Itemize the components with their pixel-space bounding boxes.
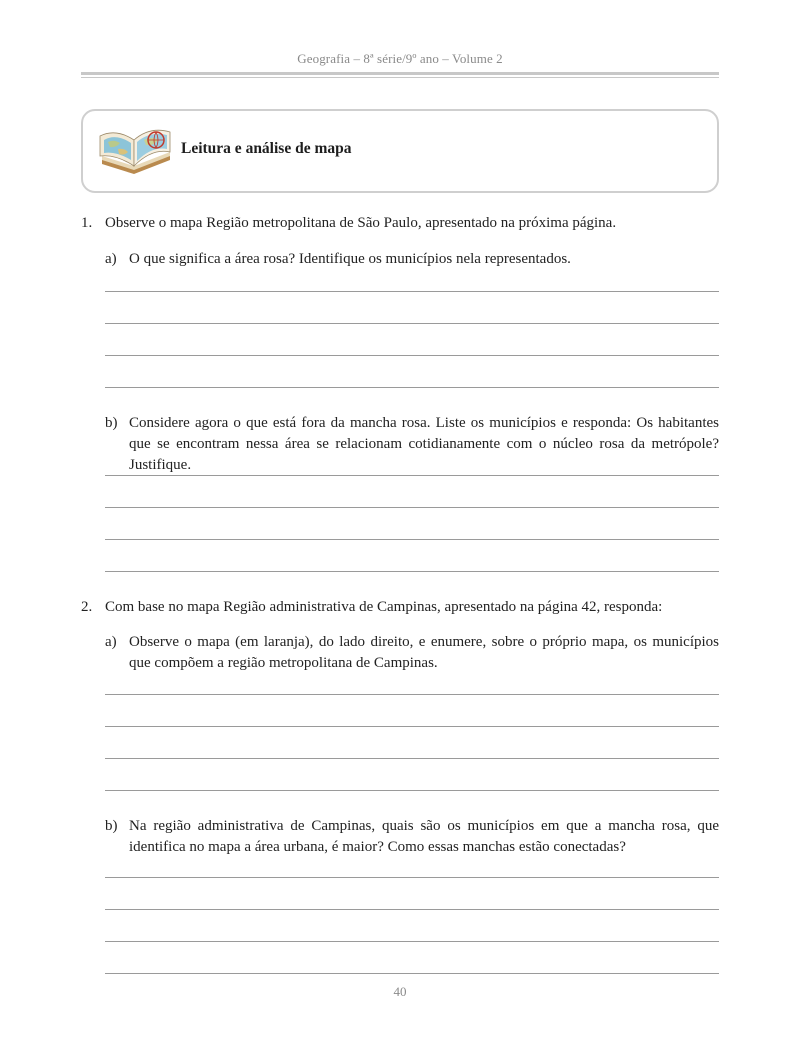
running-header: Geografia – 8ª série/9º ano – Volume 2	[297, 51, 503, 66]
page-number: 40	[393, 984, 407, 999]
item-text: Na região administrativa de Campinas, quais são os municípios em que a mancha rosa, que identifica no mapa a área urbana, é maior? Como essas manchas estão conectadas?	[129, 818, 719, 855]
section-box	[81, 109, 719, 193]
answer-line[interactable]	[105, 694, 719, 695]
item-text: Observe o mapa (em laranja), do lado direito, e enumere, sobre o próprio mapa, os municípios que compõem a região metropolitana de Campinas.	[129, 634, 719, 671]
answer-line[interactable]	[105, 973, 719, 974]
answer-line[interactable]	[105, 475, 719, 476]
question-number: 1.	[81, 215, 93, 231]
item-letter: b)	[105, 415, 118, 431]
open-book-map-icon	[94, 118, 176, 174]
item-letter: b)	[105, 818, 118, 834]
answer-line[interactable]	[105, 726, 719, 727]
header-rule	[81, 72, 719, 75]
answer-line[interactable]	[105, 877, 719, 878]
header-rule-thin	[81, 77, 719, 78]
section-title: Leitura e análise de mapa	[181, 140, 352, 157]
question-text: Observe o mapa Região metropolitana de São Paulo, apresentado na próxima página.	[105, 215, 617, 231]
item-text: Considere agora o que está fora da mancha rosa. Liste os municípios e responda: Os habitantes que se encontram nessa área se relacionam cotidianamente com o núcleo rosa da metrópole? Justifique.	[129, 415, 719, 473]
item-text: O que significa a área rosa? Identifique os municípios nela representados.	[129, 251, 571, 267]
answer-line[interactable]	[105, 790, 719, 791]
answer-line[interactable]	[105, 507, 719, 508]
question-number: 2.	[81, 599, 93, 615]
answer-line[interactable]	[105, 323, 719, 324]
answer-line[interactable]	[105, 355, 719, 356]
item-letter: a)	[105, 251, 117, 267]
answer-line[interactable]	[105, 758, 719, 759]
answer-line[interactable]	[105, 291, 719, 292]
answer-line[interactable]	[105, 941, 719, 942]
answer-line[interactable]	[105, 909, 719, 910]
answer-line[interactable]	[105, 539, 719, 540]
answer-line[interactable]	[105, 571, 719, 572]
question-text: Com base no mapa Região administrativa de Campinas, apresentado na página 42, responda:	[105, 599, 663, 615]
item-letter: a)	[105, 634, 117, 650]
answer-line[interactable]	[105, 387, 719, 388]
